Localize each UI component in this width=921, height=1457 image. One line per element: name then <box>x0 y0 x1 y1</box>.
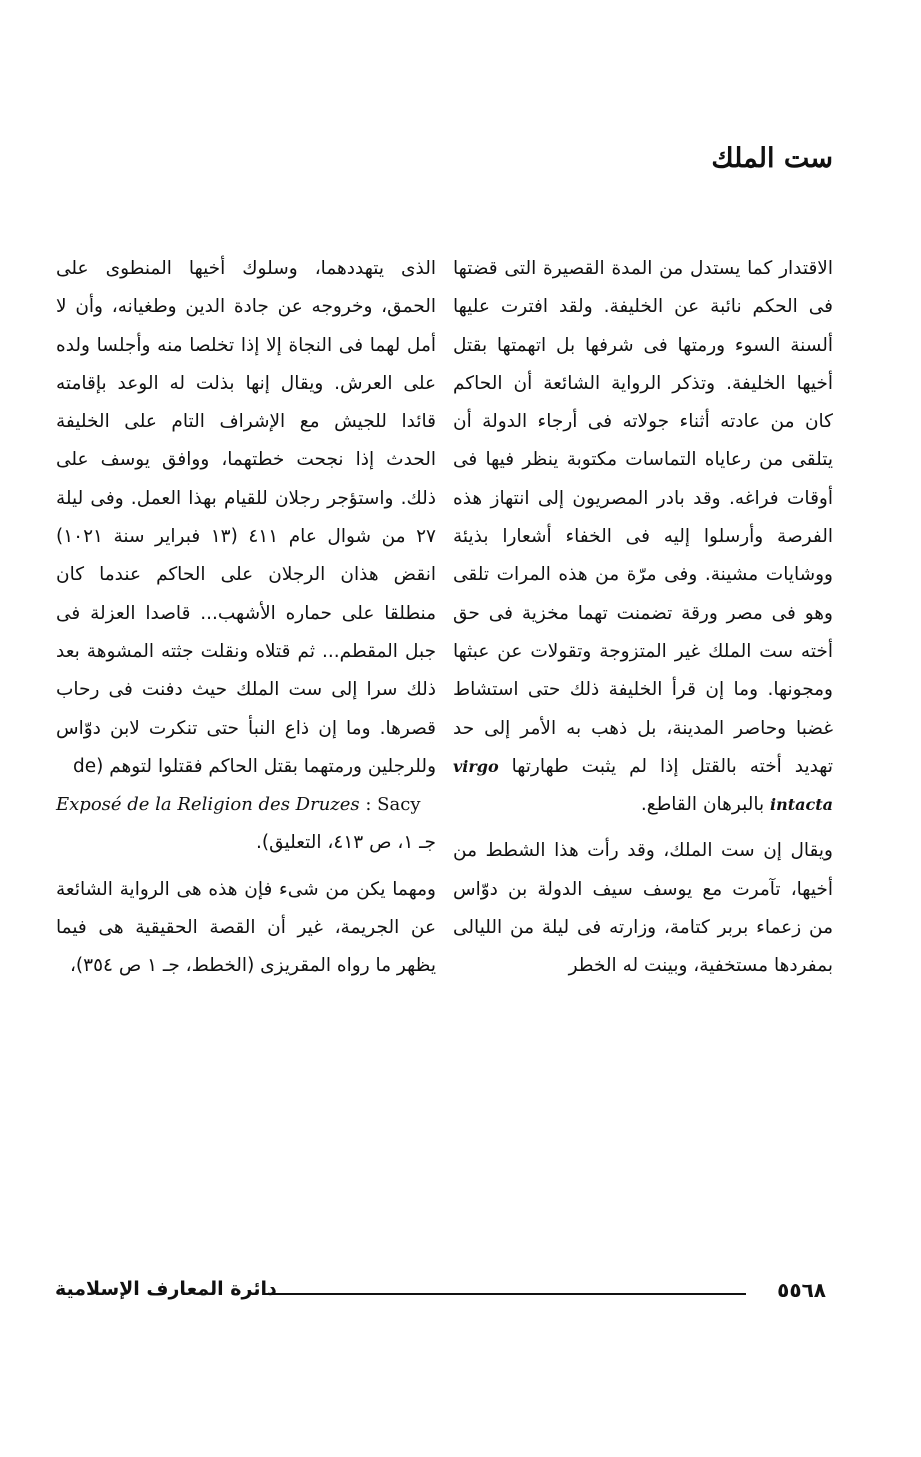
left-paragraph-1: الذى يتهددهما، وسلوك أخيها المنطوى على الحمق، وخروجه عن جادة الدين وطغيانه، وأن لا أمل لهما فى النجاة إلا إذا تخلصا منه وأجلسا ولده على العرش. ويقال إنها بذلت له الوعد بإقامته قائدا للجيش مع الإشراف التام على الخليفة الحدث إذا نجحت خطتهما، ووافق يوسف على ذلك. واستؤجر رجلان للقيام بهذا العمل. وفى ليلة ٢٧ من شوال عام ٤١١ (١٣ فبراير سنة ١٠٢١) انقض هذان الرجلان على الحاكم عندما كان منطلقا على حماره الأشهب... قاصدا العزلة فى جبل المقطم... ثم قتلاه ونقلت جثته المشوهة بعد ذلك سرا إلى ست الملك حيث دفنت فى رحاب قصرها. وما إن ذاع النبأ حتى تنكرت لابن دوّاس وللرجلين ورمتهما بقتل الحاكم فقتلوا لتوهم (de <box>56 258 436 777</box>
page-number: ٥٥٦٨ <box>777 1278 826 1302</box>
right-paragraph-2: ويقال إن ست الملك، وقد رأت هذا الشطط من أخيها، تآمرت مع يوسف سيف الدولة بن دوّاس من زعماء بربر كتامة، وزارته فى ليلة من الليالى بمفردها مستخفية، وبينت له الخطر <box>453 840 833 977</box>
right-column <box>453 250 833 986</box>
footer-rule <box>265 1293 746 1295</box>
left-paragraph-1-tail: جـ ١، ص ٤١٣، التعليق). <box>256 832 436 854</box>
journal-name: دائرة المعارف الإسلامية <box>55 1278 277 1300</box>
page-title: ست الملك <box>711 143 833 174</box>
right-paragraph-1-text: الاقتدار كما يستدل من المدة القصيرة التى قضتها فى الحكم نائبة عن الخليفة. ولقد افترت عليها ألسنة السوء ورمتها فى شرفها بل اتهمتها بقتل أخيها الخليفة. وتذكر الرواية الشائعة أن الحاكم كان من عادته أثناء جولاته فى أرجاء الدولة أن يتلقى من رعاياه التماسات مكتوبة ينظر فيها فى أوقات فراغه. وقد بادر المصريون إلى انتهاز هذه الفرصة وأرسلوا إليه فى الخفاء أشعارا بذيئة ووشايات مشينة. وفى مرّة من هذه المرات تلقى وهو فى مصر ورقة تضمنت تهما مخزية فى حق أخته ست الملك غير المتزوجة وتقولات عن عبثها ومجونها. وما إن قرأ الخليفة ذلك حتى استشاط غضبا وحاصر المدينة، بل ذهب به الأمر إلى حد تهديد أخته بالقتل إذا لم يثبت طهارتها <box>453 258 833 777</box>
latin-term: virgo intacta <box>453 756 833 815</box>
bibliographic-reference <box>56 786 436 824</box>
reference-title: Exposé de la Religion des Druzes <box>56 794 360 816</box>
right-paragraph-1-end: بالبرهان القاطع. <box>640 794 765 816</box>
left-column <box>56 250 436 986</box>
right-paragraph-1 <box>453 250 833 824</box>
reference-author: : Sacy <box>365 794 421 816</box>
page-footer <box>55 1278 826 1308</box>
left-paragraph-2: ومهما يكن من شىء فإن هذه هى الرواية الشائعة عن الجريمة، غير أن القصة الحقيقية هى فيما يظهر ما رواه المقريزى (الخطط، جـ ١ ص ٣٥٤)، <box>56 878 436 977</box>
